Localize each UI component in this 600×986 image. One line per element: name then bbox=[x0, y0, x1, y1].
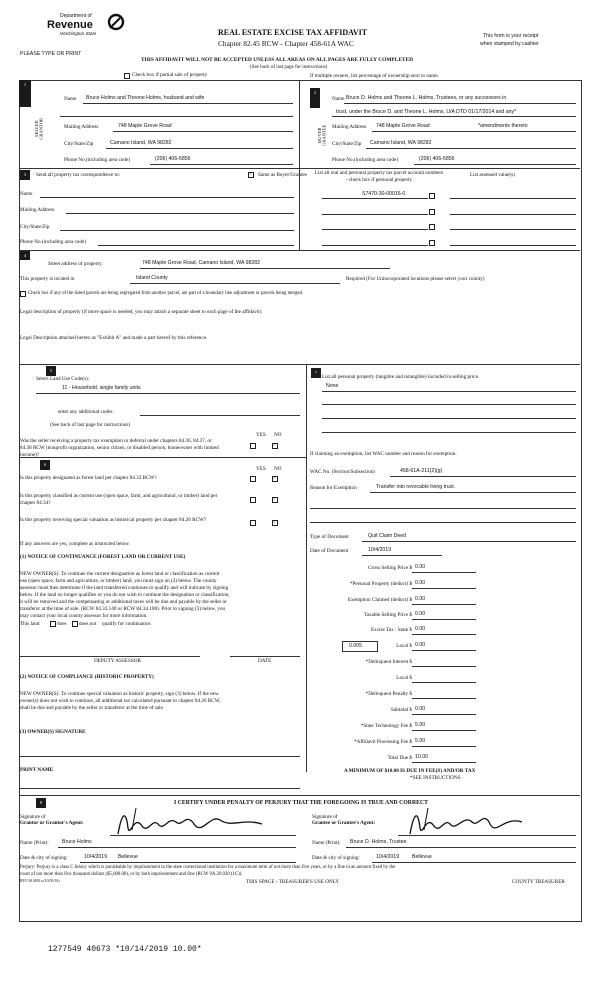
grantor-print-name[interactable]: Bruce Holms bbox=[62, 839, 92, 845]
current-use-yes-checkbox[interactable] bbox=[250, 497, 256, 503]
doc-date-label: Date of Document bbox=[310, 548, 349, 554]
exemption-yes-checkbox[interactable] bbox=[250, 443, 256, 449]
form-subtitle: Chapter 82.45 RCW - Chapter 458-61A WAC bbox=[218, 39, 354, 48]
fee-label: Excise Tax : State $ bbox=[370, 627, 412, 633]
seller-mailing-label: Mailing Address bbox=[64, 124, 99, 130]
personal-property-checkbox-2[interactable] bbox=[429, 209, 435, 215]
reason-value[interactable]: Transfer into revocable living trust. bbox=[376, 484, 456, 490]
current-use-no-checkbox[interactable]: ✓ bbox=[273, 496, 277, 501]
land-does-not-checkbox[interactable] bbox=[72, 621, 78, 627]
land-does-label: does bbox=[57, 621, 67, 627]
land-does-checkbox[interactable] bbox=[50, 621, 56, 627]
s6-yes: YES bbox=[256, 466, 266, 472]
historic-question: Is this property receiving special valuation as historical property per chapter 84.26 RCW? bbox=[20, 517, 207, 523]
fee-label: *Delinquent Interest $ bbox=[365, 659, 412, 665]
notice-1-line-4: below. If the land no longer qualifies or you do not wish to continue the designation or classification, bbox=[20, 592, 230, 598]
county-treasurer-label: COUNTY TREASURER bbox=[512, 879, 565, 885]
fee-label: *Affidavit Processing Fee $ bbox=[354, 739, 412, 745]
owner-signature-label: (3) OWNER(S) SIGNATURE bbox=[20, 729, 86, 735]
buyer-side-label: BUYER GRANTEE bbox=[317, 124, 327, 147]
land-use-see-back: (See back of last page for instructions) bbox=[50, 422, 131, 428]
section-4-badge: 4 bbox=[20, 251, 30, 260]
notice-1-line-3: assessor must then determine if the land transferred continues to qualify and will indicate by signing bbox=[20, 585, 229, 591]
grantor-city[interactable]: Bellevue bbox=[118, 854, 138, 860]
corr-city-label: City/State/Zip bbox=[20, 224, 50, 230]
dept-line-3: Washington State bbox=[60, 31, 97, 36]
s5-yes: YES bbox=[256, 432, 266, 438]
section-7-badge: 7 bbox=[311, 368, 321, 378]
fee-value[interactable]: 0.00 bbox=[415, 596, 426, 602]
fee-value[interactable]: 0.00 bbox=[415, 626, 426, 632]
seller-name-label: Name bbox=[64, 96, 77, 102]
grantee-print-name[interactable]: Bruce D. Holms, Trustee bbox=[350, 839, 407, 845]
seller-mailing[interactable]: 748 Maple Grove Road bbox=[118, 123, 172, 129]
grantor-sig-label-1: Signature of bbox=[20, 814, 46, 820]
seller-phone-label: Phone No.(including area code) bbox=[64, 157, 130, 163]
seller-city-label: City/State/Zip bbox=[64, 141, 94, 147]
current-use-question: Is this property classified as current use (open space, farm, and agricultural, or timber) land per chapter 84.34? bbox=[20, 493, 218, 506]
fee-value[interactable]: 5.00 bbox=[415, 722, 426, 728]
buyer-name[interactable]: Bruce D. Holms and Theone L. Holms, Trustees, or any successors in bbox=[346, 95, 507, 101]
logo-arrow-icon bbox=[110, 18, 120, 28]
grantee-city[interactable]: Bellevue bbox=[412, 854, 432, 860]
multiple-owners-note: If multiple owners, list percentage of ownership next to name. bbox=[310, 73, 439, 79]
same-as-buyer-label: Same as Buyer/Grantee bbox=[258, 172, 307, 178]
grantee-sig-label-1: Signature of bbox=[312, 814, 338, 820]
fee-label: Local $ bbox=[396, 675, 412, 681]
personal-property-checkbox-1[interactable] bbox=[429, 193, 435, 199]
fee-value[interactable]: 5.00 bbox=[415, 738, 426, 744]
personal-property-checkbox-4[interactable] bbox=[429, 240, 435, 246]
grantee-date[interactable]: 10/4/2019 bbox=[376, 854, 400, 860]
reason-label: Reason for Exemption bbox=[310, 485, 357, 491]
notice-1-line-5: it will be removed and the compensating or additional taxes will be due and payable by the seller or bbox=[20, 599, 227, 605]
parcel-number-1[interactable]: S7470-30-00016-0 bbox=[362, 191, 406, 197]
certify-statement: I CERTIFY UNDER PENALTY OF PERJURY THAT THE FOREGOING IS TRUE AND CORRECT bbox=[174, 800, 429, 806]
fee-value[interactable]: 10.00 bbox=[415, 754, 428, 760]
located-county[interactable]: Island County bbox=[136, 275, 168, 281]
notice-2-line-2: owner(s) does not wish to continue, all additional tax calculated pursuant to chapter 84.26 RCW, bbox=[20, 698, 221, 704]
fee-label: Gross Selling Price $ bbox=[368, 565, 412, 571]
section-5-badge: 5 bbox=[46, 366, 56, 376]
seller-phone[interactable]: (206) 406-6856 bbox=[155, 156, 191, 162]
personal-property-checkbox-3[interactable] bbox=[429, 224, 435, 230]
historic-yes-checkbox[interactable] bbox=[250, 520, 256, 526]
historic-no-checkbox[interactable]: ✓ bbox=[273, 519, 277, 524]
send-correspondence-label: Send all property tax correspondence to: bbox=[36, 172, 120, 178]
qualify-label: qualify for continuance. bbox=[102, 621, 152, 627]
corr-name-label: Name bbox=[20, 191, 33, 197]
parcel-header: List all real and personal property tax parcel account numbers - check box if personal property bbox=[314, 170, 444, 183]
notice-1-line-2: use (open space, farm and agriculture, or timber) land, you must sign on (3) below. The county bbox=[20, 578, 217, 584]
buyer-phone[interactable]: (206) 406-6856 bbox=[419, 156, 455, 162]
section-3-badge: 3 bbox=[20, 170, 30, 180]
fee-label: Local $ bbox=[396, 643, 412, 649]
exemption-question: Was the seller receiving a property tax exemption or deferral under chapters 84.36, 84.37, or 84.38 RCW (nonprofit organization, senior citizen, or disabled person, homeowner with limited income)? bbox=[20, 438, 219, 458]
wac-label: WAC No. (Section/Subsection) bbox=[310, 469, 375, 475]
section-8-badge: 8 bbox=[36, 798, 46, 808]
seller-side-label: SELLER GRANTOR bbox=[34, 117, 44, 141]
fee-label: *State Technology Fee $ bbox=[360, 723, 412, 729]
doc-date-value[interactable]: 10/4/2019 bbox=[368, 547, 392, 553]
notice-2-line-1: NEW OWNER(S): To continue special valuation as historic property, sign (3) below. If the new bbox=[20, 691, 219, 697]
buyer-mailing-note[interactable]: *amendments thereto bbox=[478, 123, 528, 129]
grantee-name-label: Name (Print): bbox=[312, 840, 341, 846]
boundary-note: Check box if any of the listed parcels are being segregated from another parcel, are part of a boundary line adjustment or parcels being merged. bbox=[28, 291, 304, 296]
land-use-label: Select Land Use Code(s): bbox=[36, 376, 90, 382]
buyer-name-label: Name bbox=[332, 96, 345, 102]
section-1-badge: 1 bbox=[19, 80, 31, 107]
doc-type-value[interactable]: Quit Claim Deed bbox=[368, 533, 407, 539]
minimum-due-note: A MINIMUM OF $10.00 IS DUE IN FEE(S) AND/OR TAX bbox=[344, 768, 476, 774]
dept-line-1: Department of bbox=[60, 13, 92, 19]
required-note: Required (For Unincorporated locations please select your county) bbox=[346, 276, 485, 282]
buyer-mailing-label: Mailing Address bbox=[332, 124, 367, 130]
local-rate[interactable]: 0.005 bbox=[349, 643, 362, 649]
notice-1-line-6: transferor at the time of sale. (RCW 84.33.140 or RCW 84.34.108). Prior to signing (3) below, you bbox=[20, 606, 226, 612]
notice-1-line-1: NEW OWNER(S): To continue the current designation as forest land or classification as current bbox=[20, 571, 220, 577]
grantor-date-label: Date & city of signing: bbox=[20, 855, 68, 861]
fee-value[interactable]: 0.00 bbox=[415, 564, 426, 570]
seller-city[interactable]: Camano Island, WA 98282 bbox=[110, 140, 172, 146]
fee-value[interactable]: 0.00 bbox=[415, 706, 426, 712]
grantee-sig-label-2: Grantee or Grantee's Agent: bbox=[312, 820, 376, 826]
grantor-date[interactable]: 10/4/2019 bbox=[84, 854, 108, 860]
buyer-city-label: City/State/Zip bbox=[332, 141, 362, 147]
fee-label: Taxable Selling Price $ bbox=[363, 612, 412, 618]
legal-description[interactable]: Legal Description attached hereto as "Exhibit A" and made a part hereof by this reference. bbox=[20, 335, 208, 341]
buyer-phone-label: Phone No.(including area code) bbox=[332, 157, 398, 163]
personal-property-label: List all personal property (tangible and intangible) included in selling price. bbox=[322, 374, 480, 380]
personal-property-value[interactable]: None bbox=[326, 383, 339, 389]
same-as-buyer-checkbox[interactable]: ✓ bbox=[249, 171, 253, 176]
grantor-sig-label-2: Grantor or Grantor's Agent: bbox=[20, 820, 84, 826]
notice-1-line-7: may contact your local county assessor for more information. bbox=[20, 613, 148, 619]
receipt-note-2: when stamped by cashier bbox=[480, 41, 539, 47]
buyer-city[interactable]: Camano Island, WA 98282 bbox=[370, 140, 432, 146]
buyer-mailing[interactable]: 748 Maple Grove Road bbox=[376, 123, 430, 129]
partial-sale-label: Check box if partial sale of property bbox=[132, 72, 208, 78]
grantee-date-label: Date & city of signing: bbox=[312, 855, 360, 861]
corr-phone-label: Phone No.(including area code) bbox=[20, 239, 86, 245]
wac-number[interactable]: 458-61A-211(2)(g) bbox=[400, 468, 443, 474]
buyer-name-continued[interactable]: trust, under the Bruce D. and Theone L. Holms, U/A DTD 01/17/2014 and any* bbox=[336, 109, 517, 115]
see-back-instructions: (See back of last page for instructions) bbox=[250, 65, 328, 70]
forest-land-question: Is this property designated as forest land per chapter 84.33 RCW? bbox=[20, 475, 157, 481]
this-land-label: This land bbox=[20, 621, 40, 627]
land-use-code[interactable]: 11 - Household, single family units bbox=[62, 385, 141, 391]
exemption-no-checkbox[interactable]: ✓ bbox=[273, 442, 277, 447]
additional-codes-label: enter any additional codes: bbox=[58, 409, 114, 415]
fee-label: Total Due $ bbox=[387, 755, 412, 761]
fee-label: *Personal Property (deduct) $ bbox=[349, 581, 412, 587]
see-instructions-note: *SEE INSTRUCTIONS bbox=[410, 775, 461, 781]
perjury-line-2: court of not more than five thousand dollars ($5,000.00), or by both imprisonment and fine (RCW 9A.20.020 (1C)). bbox=[20, 872, 243, 877]
rev-code: REV 84 0001a (10/05/16) bbox=[20, 879, 60, 883]
fee-value[interactable]: 0.00 bbox=[415, 642, 426, 648]
s6-no: NO bbox=[274, 466, 282, 472]
dept-line-2: Revenue bbox=[47, 19, 93, 31]
if-yes-note: If any answers are yes, complete as instructed below. bbox=[20, 541, 131, 547]
print-name-label: PRINT NAME bbox=[20, 767, 54, 773]
recording-stamp: 1277549 40673 *10/14/2019 10.00* bbox=[48, 945, 202, 954]
fee-label: Subtotal $ bbox=[390, 707, 412, 713]
legal-description-label: Legal description of property (if more space is needed, you may attach a separate sheet to each page of the affidavit) bbox=[20, 309, 262, 315]
deputy-assessor-label: DEPUTY ASSESSOR bbox=[94, 658, 141, 664]
section-2-badge: 2 bbox=[310, 88, 320, 108]
grantor-name-label: Name (Print): bbox=[20, 840, 49, 846]
notice-1-title: (1) NOTICE OF CONTINUANCE (FOREST LAND OR CURRENT USE) bbox=[20, 554, 186, 560]
seller-name[interactable]: Bruce Holms and Theone Holms, husband and wife bbox=[86, 95, 205, 101]
fee-label: *Delinquent Penalty $ bbox=[365, 691, 412, 697]
deputy-date-label: DATE bbox=[258, 658, 272, 664]
exemption-claim-label: If claiming an exemption, list WAC number and reason for exemption: bbox=[310, 451, 457, 457]
notice-2-line-3: shall be due and payable by the seller or transferor at the time of sale. bbox=[20, 705, 165, 711]
type-or-print: PLEASE TYPE OR PRINT bbox=[20, 51, 82, 57]
assessed-header: List assessed value(s) bbox=[470, 172, 515, 178]
street-label: Street address of property: bbox=[48, 261, 103, 267]
section-6-badge: 6 bbox=[40, 460, 50, 470]
street-address[interactable]: 748 Maple Grove Road, Camano Island, WA 98282 bbox=[142, 260, 261, 266]
fee-label: Exemption Claimed (deduct) $ bbox=[347, 597, 412, 603]
land-does-not-label: does not bbox=[79, 621, 97, 627]
warning-text: THIS AFFIDAVIT WILL NOT BE ACCEPTED UNLESS ALL AREAS ON ALL PAGES ARE FULLY COMPLETED bbox=[141, 57, 414, 63]
receipt-note-1: This form is your receipt bbox=[483, 33, 539, 39]
notice-2-title: (2) NOTICE OF COMPLIANCE (HISTORIC PROPERTY) bbox=[20, 674, 154, 680]
fee-value[interactable]: 0.00 bbox=[415, 580, 426, 586]
boundary-checkbox[interactable] bbox=[20, 291, 26, 297]
forest-yes-checkbox[interactable] bbox=[250, 476, 256, 482]
partial-sale-checkbox[interactable] bbox=[124, 73, 130, 79]
corr-mailing-label: Mailing Address bbox=[20, 207, 55, 213]
located-label: This property is located in bbox=[20, 276, 75, 282]
fee-value[interactable]: 0.00 bbox=[415, 611, 426, 617]
s5-no: NO bbox=[274, 432, 282, 438]
perjury-line-1: Perjury: Perjury is a class C felony which is punishable by imprisonment in the state correctional institution for a maximum term of not more than five years, or by a fine in an amount fixed by the bbox=[20, 865, 396, 870]
treasurer-space-label: THIS SPACE - TREASURER'S USE ONLY bbox=[246, 879, 340, 885]
doc-type-label: Type of Document bbox=[310, 534, 349, 540]
forest-no-checkbox[interactable]: ✓ bbox=[273, 475, 277, 480]
form-title: REAL ESTATE EXCISE TAX AFFIDAVIT bbox=[218, 28, 368, 37]
